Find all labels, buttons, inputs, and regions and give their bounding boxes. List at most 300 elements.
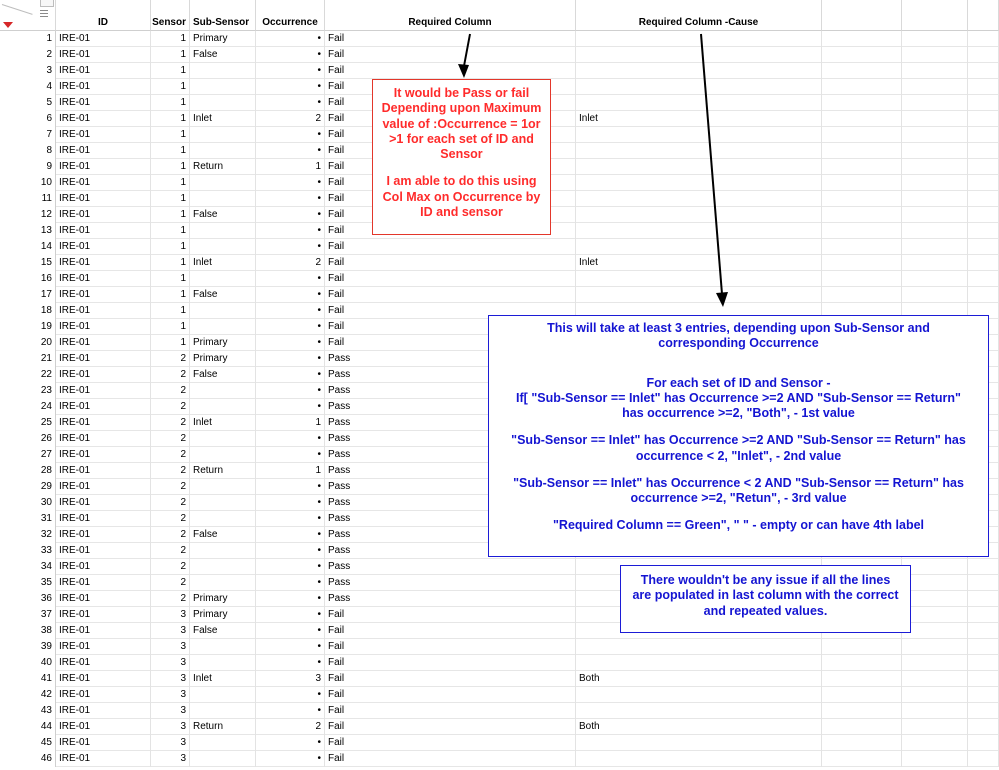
cell-empty[interactable] — [968, 287, 999, 303]
row-number[interactable]: 34 — [0, 559, 56, 575]
cell-occurrence[interactable]: 1 — [256, 159, 325, 175]
cell-empty[interactable] — [822, 735, 902, 751]
cell-required[interactable]: Fail — [325, 223, 576, 239]
cell-id[interactable]: IRE-01 — [56, 623, 151, 639]
cell-cause[interactable] — [576, 223, 822, 239]
table-row[interactable] — [0, 639, 999, 655]
cell-cause[interactable]: Inlet — [576, 111, 822, 127]
cell-empty[interactable] — [902, 255, 968, 271]
cell-empty[interactable] — [902, 175, 968, 191]
cell-empty[interactable] — [822, 127, 902, 143]
cell-sub-sensor[interactable] — [190, 431, 256, 447]
cell-empty[interactable] — [968, 223, 999, 239]
cell-cause[interactable] — [576, 687, 822, 703]
cell-empty[interactable] — [822, 671, 902, 687]
cell-sub-sensor[interactable] — [190, 303, 256, 319]
cell-empty[interactable] — [822, 207, 902, 223]
cell-occurrence[interactable]: • — [256, 527, 325, 543]
cell-empty[interactable] — [968, 239, 999, 255]
cell-required[interactable]: Fail — [325, 623, 576, 639]
cell-id[interactable]: IRE-01 — [56, 351, 151, 367]
cell-sensor[interactable]: 1 — [151, 175, 190, 191]
cell-id[interactable]: IRE-01 — [56, 143, 151, 159]
cell-empty[interactable] — [968, 63, 999, 79]
cell-sub-sensor[interactable]: Primary — [190, 335, 256, 351]
cell-sub-sensor[interactable] — [190, 191, 256, 207]
cell-empty[interactable] — [902, 591, 968, 607]
cell-empty[interactable] — [822, 143, 902, 159]
cell-sensor[interactable]: 1 — [151, 47, 190, 63]
cell-sensor[interactable]: 3 — [151, 703, 190, 719]
row-number[interactable]: 42 — [0, 687, 56, 703]
cell-cause[interactable] — [576, 735, 822, 751]
cell-sub-sensor[interactable] — [190, 703, 256, 719]
cell-required[interactable]: Fail — [325, 719, 576, 735]
cell-id[interactable]: IRE-01 — [56, 463, 151, 479]
row-number[interactable]: 39 — [0, 639, 56, 655]
cell-empty[interactable] — [968, 207, 999, 223]
cell-cause[interactable] — [576, 63, 822, 79]
row-number[interactable]: 25 — [0, 415, 56, 431]
cell-occurrence[interactable]: • — [256, 751, 325, 767]
column-header-cause[interactable]: Required Column -Cause — [576, 0, 822, 31]
cell-empty[interactable] — [902, 559, 968, 575]
cell-occurrence[interactable]: • — [256, 335, 325, 351]
cell-empty[interactable] — [902, 31, 968, 47]
row-number[interactable]: 46 — [0, 751, 56, 767]
cell-sensor[interactable]: 1 — [151, 95, 190, 111]
cell-sub-sensor[interactable] — [190, 223, 256, 239]
cell-id[interactable]: IRE-01 — [56, 447, 151, 463]
red-triangle-menu-icon[interactable] — [3, 22, 13, 28]
cell-occurrence[interactable]: • — [256, 687, 325, 703]
column-header-empty-1[interactable] — [822, 0, 902, 31]
cell-required[interactable]: Fail — [325, 671, 576, 687]
cell-required[interactable]: Fail — [325, 751, 576, 767]
cell-occurrence[interactable]: • — [256, 127, 325, 143]
cell-empty[interactable] — [968, 655, 999, 671]
row-number[interactable]: 19 — [0, 319, 56, 335]
cell-sub-sensor[interactable] — [190, 735, 256, 751]
row-number[interactable]: 15 — [0, 255, 56, 271]
cell-id[interactable]: IRE-01 — [56, 159, 151, 175]
cell-empty[interactable] — [968, 751, 999, 767]
cell-empty[interactable] — [968, 127, 999, 143]
cell-id[interactable]: IRE-01 — [56, 751, 151, 767]
cell-id[interactable]: IRE-01 — [56, 399, 151, 415]
row-number[interactable]: 5 — [0, 95, 56, 111]
cell-sensor[interactable]: 3 — [151, 751, 190, 767]
cell-sub-sensor[interactable] — [190, 511, 256, 527]
cell-empty[interactable] — [822, 111, 902, 127]
cell-sensor[interactable]: 1 — [151, 207, 190, 223]
cell-empty[interactable] — [968, 79, 999, 95]
cell-occurrence[interactable]: • — [256, 79, 325, 95]
cell-cause[interactable] — [576, 239, 822, 255]
cell-required[interactable]: Pass — [325, 351, 576, 367]
table-row[interactable] — [0, 47, 999, 63]
cell-sub-sensor[interactable] — [190, 559, 256, 575]
cell-required[interactable]: Pass — [325, 575, 576, 591]
cell-sub-sensor[interactable]: Inlet — [190, 415, 256, 431]
row-number[interactable]: 37 — [0, 607, 56, 623]
cell-id[interactable]: IRE-01 — [56, 735, 151, 751]
cell-required[interactable]: Pass — [325, 559, 576, 575]
cell-empty[interactable] — [902, 607, 968, 623]
row-number[interactable]: 30 — [0, 495, 56, 511]
cell-occurrence[interactable]: • — [256, 63, 325, 79]
cell-empty[interactable] — [822, 639, 902, 655]
cell-required[interactable]: Fail — [325, 95, 576, 111]
cell-occurrence[interactable]: • — [256, 175, 325, 191]
cell-required[interactable]: Pass — [325, 415, 576, 431]
row-number[interactable]: 40 — [0, 655, 56, 671]
cell-occurrence[interactable]: • — [256, 223, 325, 239]
cell-id[interactable]: IRE-01 — [56, 559, 151, 575]
cell-empty[interactable] — [822, 687, 902, 703]
table-row[interactable] — [0, 671, 999, 687]
cell-sensor[interactable]: 1 — [151, 255, 190, 271]
row-number[interactable]: 28 — [0, 463, 56, 479]
row-number[interactable]: 36 — [0, 591, 56, 607]
cell-empty[interactable] — [902, 191, 968, 207]
cell-required[interactable]: Fail — [325, 655, 576, 671]
cell-sensor[interactable]: 3 — [151, 687, 190, 703]
row-menu-icon[interactable] — [40, 10, 48, 19]
cell-id[interactable]: IRE-01 — [56, 607, 151, 623]
cell-sensor[interactable]: 2 — [151, 543, 190, 559]
cell-cause[interactable] — [576, 127, 822, 143]
row-number[interactable]: 45 — [0, 735, 56, 751]
cell-sensor[interactable]: 2 — [151, 447, 190, 463]
cell-sensor[interactable]: 2 — [151, 351, 190, 367]
cell-occurrence[interactable]: • — [256, 399, 325, 415]
row-number[interactable]: 12 — [0, 207, 56, 223]
cell-sensor[interactable]: 3 — [151, 607, 190, 623]
cell-occurrence[interactable]: • — [256, 543, 325, 559]
cell-id[interactable]: IRE-01 — [56, 495, 151, 511]
cell-required[interactable]: Pass — [325, 511, 576, 527]
cell-empty[interactable] — [822, 63, 902, 79]
table-row[interactable] — [0, 239, 999, 255]
cell-required[interactable]: Pass — [325, 383, 576, 399]
row-number[interactable]: 2 — [0, 47, 56, 63]
cell-sub-sensor[interactable]: False — [190, 287, 256, 303]
cell-occurrence[interactable]: 3 — [256, 671, 325, 687]
cell-sub-sensor[interactable]: Inlet — [190, 111, 256, 127]
cell-cause[interactable] — [576, 655, 822, 671]
cell-required[interactable]: Fail — [325, 687, 576, 703]
cell-empty[interactable] — [902, 735, 968, 751]
cell-sub-sensor[interactable] — [190, 655, 256, 671]
cell-sensor[interactable]: 1 — [151, 143, 190, 159]
cell-sensor[interactable]: 3 — [151, 719, 190, 735]
cell-required[interactable]: Pass — [325, 447, 576, 463]
cell-empty[interactable] — [902, 143, 968, 159]
table-row[interactable] — [0, 63, 999, 79]
cell-sub-sensor[interactable]: Return — [190, 719, 256, 735]
cell-sub-sensor[interactable] — [190, 63, 256, 79]
cell-cause[interactable] — [576, 159, 822, 175]
cell-occurrence[interactable]: • — [256, 31, 325, 47]
column-header-empty-3[interactable] — [968, 0, 999, 31]
cell-empty[interactable] — [822, 703, 902, 719]
cell-empty[interactable] — [902, 239, 968, 255]
cell-required[interactable]: Fail — [325, 271, 576, 287]
cell-sensor[interactable]: 1 — [151, 239, 190, 255]
cell-sub-sensor[interactable]: Primary — [190, 31, 256, 47]
cell-required[interactable]: Fail — [325, 239, 576, 255]
row-number[interactable]: 44 — [0, 719, 56, 735]
cell-cause[interactable]: Inlet — [576, 255, 822, 271]
cell-empty[interactable] — [822, 31, 902, 47]
column-header-empty-2[interactable] — [902, 0, 968, 31]
column-header-occurrence[interactable]: Occurrence — [256, 0, 325, 31]
cell-sub-sensor[interactable] — [190, 543, 256, 559]
table-row[interactable] — [0, 255, 999, 271]
cell-occurrence[interactable]: • — [256, 575, 325, 591]
cell-sub-sensor[interactable]: False — [190, 367, 256, 383]
cell-cause[interactable]: Both — [576, 719, 822, 735]
cell-occurrence[interactable]: • — [256, 351, 325, 367]
cell-occurrence[interactable]: 1 — [256, 463, 325, 479]
row-number[interactable]: 38 — [0, 623, 56, 639]
cell-empty[interactable] — [902, 719, 968, 735]
table-row[interactable] — [0, 31, 999, 47]
cell-required[interactable]: Fail — [325, 127, 576, 143]
row-number[interactable]: 21 — [0, 351, 56, 367]
cell-required[interactable]: Pass — [325, 495, 576, 511]
cell-sub-sensor[interactable] — [190, 271, 256, 287]
cell-sensor[interactable]: 1 — [151, 111, 190, 127]
cell-occurrence[interactable]: • — [256, 303, 325, 319]
row-number[interactable]: 11 — [0, 191, 56, 207]
cell-empty[interactable] — [968, 95, 999, 111]
cell-sensor[interactable]: 1 — [151, 79, 190, 95]
cell-sensor[interactable]: 1 — [151, 159, 190, 175]
cell-sensor[interactable]: 2 — [151, 399, 190, 415]
cell-cause[interactable] — [576, 207, 822, 223]
cell-sub-sensor[interactable] — [190, 319, 256, 335]
cell-sensor[interactable]: 3 — [151, 639, 190, 655]
cell-cause[interactable] — [576, 143, 822, 159]
cell-sensor[interactable]: 2 — [151, 511, 190, 527]
cell-id[interactable]: IRE-01 — [56, 63, 151, 79]
row-number[interactable]: 17 — [0, 287, 56, 303]
cell-empty[interactable] — [902, 111, 968, 127]
cell-empty[interactable] — [822, 223, 902, 239]
cell-empty[interactable] — [902, 95, 968, 111]
cell-cause[interactable] — [576, 639, 822, 655]
table-row[interactable] — [0, 655, 999, 671]
cell-sensor[interactable]: 2 — [151, 495, 190, 511]
cell-sensor[interactable]: 2 — [151, 591, 190, 607]
cell-empty[interactable] — [902, 751, 968, 767]
cell-required[interactable]: Fail — [325, 191, 576, 207]
cell-id[interactable]: IRE-01 — [56, 671, 151, 687]
cell-id[interactable]: IRE-01 — [56, 191, 151, 207]
cell-sensor[interactable]: 1 — [151, 191, 190, 207]
cell-required[interactable]: Pass — [325, 543, 576, 559]
cell-sub-sensor[interactable] — [190, 495, 256, 511]
cell-required[interactable]: Pass — [325, 591, 576, 607]
cell-required[interactable]: Pass — [325, 399, 576, 415]
cell-sub-sensor[interactable]: False — [190, 47, 256, 63]
cell-required[interactable]: Fail — [325, 303, 576, 319]
cell-occurrence[interactable]: • — [256, 447, 325, 463]
cell-empty[interactable] — [902, 655, 968, 671]
cell-occurrence[interactable]: • — [256, 495, 325, 511]
cell-empty[interactable] — [902, 47, 968, 63]
cell-id[interactable]: IRE-01 — [56, 335, 151, 351]
cell-sub-sensor[interactable] — [190, 639, 256, 655]
row-number[interactable]: 43 — [0, 703, 56, 719]
row-number[interactable]: 6 — [0, 111, 56, 127]
cell-id[interactable]: IRE-01 — [56, 719, 151, 735]
cell-id[interactable]: IRE-01 — [56, 543, 151, 559]
cell-cause[interactable] — [576, 287, 822, 303]
cell-id[interactable]: IRE-01 — [56, 527, 151, 543]
cell-id[interactable]: IRE-01 — [56, 703, 151, 719]
cell-sub-sensor[interactable] — [190, 751, 256, 767]
cell-empty[interactable] — [822, 271, 902, 287]
cell-sensor[interactable]: 1 — [151, 127, 190, 143]
row-number[interactable]: 31 — [0, 511, 56, 527]
cell-required[interactable]: Fail — [325, 79, 576, 95]
column-header-sensor[interactable]: Sensor — [151, 0, 190, 31]
cell-occurrence[interactable]: • — [256, 623, 325, 639]
cell-empty[interactable] — [902, 271, 968, 287]
row-number[interactable]: 9 — [0, 159, 56, 175]
cell-sub-sensor[interactable]: Return — [190, 159, 256, 175]
cell-occurrence[interactable]: 2 — [256, 255, 325, 271]
cell-required[interactable]: Fail — [325, 319, 576, 335]
cell-sensor[interactable]: 1 — [151, 287, 190, 303]
cell-id[interactable]: IRE-01 — [56, 479, 151, 495]
cell-sensor[interactable]: 1 — [151, 303, 190, 319]
table-row[interactable] — [0, 287, 999, 303]
cell-required[interactable]: Fail — [325, 207, 576, 223]
table-row[interactable] — [0, 751, 999, 767]
cell-empty[interactable] — [822, 175, 902, 191]
cell-empty[interactable] — [968, 591, 999, 607]
cell-sub-sensor[interactable]: Primary — [190, 591, 256, 607]
cell-empty[interactable] — [822, 719, 902, 735]
cell-required[interactable]: Fail — [325, 735, 576, 751]
cell-empty[interactable] — [822, 655, 902, 671]
cell-sub-sensor[interactable] — [190, 383, 256, 399]
cell-required[interactable]: Fail — [325, 31, 576, 47]
row-number[interactable]: 14 — [0, 239, 56, 255]
cell-occurrence[interactable]: • — [256, 239, 325, 255]
cell-empty[interactable] — [902, 223, 968, 239]
cell-sub-sensor[interactable] — [190, 79, 256, 95]
cell-sub-sensor[interactable] — [190, 447, 256, 463]
cell-occurrence[interactable]: • — [256, 47, 325, 63]
cell-empty[interactable] — [902, 63, 968, 79]
row-number[interactable]: 24 — [0, 399, 56, 415]
cell-sub-sensor[interactable]: Inlet — [190, 255, 256, 271]
cell-occurrence[interactable]: 2 — [256, 111, 325, 127]
column-header-required[interactable]: Required Column — [325, 0, 576, 31]
cell-empty[interactable] — [902, 639, 968, 655]
cell-occurrence[interactable]: • — [256, 367, 325, 383]
cell-occurrence[interactable]: • — [256, 591, 325, 607]
cell-required[interactable]: Pass — [325, 463, 576, 479]
cell-sub-sensor[interactable]: Primary — [190, 351, 256, 367]
cell-empty[interactable] — [968, 575, 999, 591]
cell-id[interactable]: IRE-01 — [56, 255, 151, 271]
cell-id[interactable]: IRE-01 — [56, 319, 151, 335]
cell-id[interactable]: IRE-01 — [56, 303, 151, 319]
cell-cause[interactable] — [576, 95, 822, 111]
cell-empty[interactable] — [902, 703, 968, 719]
cell-empty[interactable] — [968, 111, 999, 127]
cell-cause[interactable] — [576, 175, 822, 191]
cell-occurrence[interactable]: • — [256, 95, 325, 111]
cell-occurrence[interactable]: • — [256, 511, 325, 527]
cell-occurrence[interactable]: • — [256, 559, 325, 575]
table-row[interactable] — [0, 735, 999, 751]
cell-sensor[interactable]: 3 — [151, 623, 190, 639]
cell-sensor[interactable]: 2 — [151, 559, 190, 575]
cell-empty[interactable] — [822, 95, 902, 111]
column-header-id[interactable]: ID — [56, 0, 151, 31]
cell-id[interactable]: IRE-01 — [56, 239, 151, 255]
cell-required[interactable]: Fail — [325, 63, 576, 79]
cell-sensor[interactable]: 2 — [151, 527, 190, 543]
row-number[interactable]: 18 — [0, 303, 56, 319]
cell-id[interactable]: IRE-01 — [56, 367, 151, 383]
cell-empty[interactable] — [902, 671, 968, 687]
cell-sub-sensor[interactable]: False — [190, 527, 256, 543]
cell-empty[interactable] — [968, 735, 999, 751]
cell-id[interactable]: IRE-01 — [56, 31, 151, 47]
cell-sensor[interactable]: 2 — [151, 479, 190, 495]
cell-empty[interactable] — [968, 255, 999, 271]
cell-sub-sensor[interactable]: Inlet — [190, 671, 256, 687]
corner-toggle-icon[interactable] — [40, 0, 54, 7]
cell-id[interactable]: IRE-01 — [56, 639, 151, 655]
cell-sub-sensor[interactable] — [190, 127, 256, 143]
cell-empty[interactable] — [968, 191, 999, 207]
cell-id[interactable]: IRE-01 — [56, 175, 151, 191]
cell-empty[interactable] — [822, 47, 902, 63]
cell-required[interactable]: Fail — [325, 287, 576, 303]
cell-empty[interactable] — [822, 191, 902, 207]
row-number[interactable]: 26 — [0, 431, 56, 447]
cell-cause[interactable] — [576, 751, 822, 767]
cell-id[interactable]: IRE-01 — [56, 95, 151, 111]
cell-id[interactable]: IRE-01 — [56, 591, 151, 607]
cell-empty[interactable] — [902, 687, 968, 703]
cell-sensor[interactable]: 1 — [151, 319, 190, 335]
cell-empty[interactable] — [968, 31, 999, 47]
row-number[interactable]: 4 — [0, 79, 56, 95]
cell-occurrence[interactable]: • — [256, 383, 325, 399]
cell-empty[interactable] — [902, 207, 968, 223]
cell-required[interactable]: Fail — [325, 111, 576, 127]
cell-sensor[interactable]: 2 — [151, 415, 190, 431]
table-row[interactable] — [0, 271, 999, 287]
cell-occurrence[interactable]: • — [256, 607, 325, 623]
cell-required[interactable]: Fail — [325, 607, 576, 623]
cell-sensor[interactable]: 3 — [151, 735, 190, 751]
cell-empty[interactable] — [968, 559, 999, 575]
cell-sub-sensor[interactable] — [190, 399, 256, 415]
cell-id[interactable]: IRE-01 — [56, 431, 151, 447]
cell-required[interactable]: Fail — [325, 175, 576, 191]
